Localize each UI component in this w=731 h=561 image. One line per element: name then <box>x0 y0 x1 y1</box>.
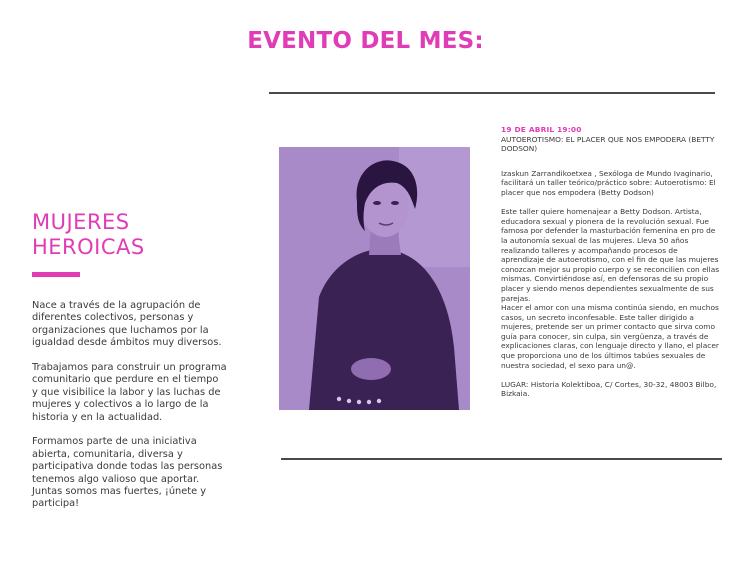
intro-text <box>32 300 227 523</box>
event-paragraph: Izaskun Zarrandikoetxea , Sexóloga de Mundo Ivaginario, facilitará un taller teórico/práctico sobre: Autoerotismo: El placer que nos empodera (Betty Dodson) <box>501 168 716 197</box>
bottom-divider <box>281 458 722 460</box>
intro-paragraph: Formamos parte de una iniciativa abierta, comunitaria, diversa y participativa donde todas las personas tenemos algo valioso que aportar. Juntas somos mas fuertes, ¡únete y participa! <box>32 436 223 510</box>
event-date: 19 DE ABRIL 19:00 <box>501 125 582 134</box>
section-title-line2: HEROICAS <box>32 235 145 259</box>
mujeres-heroicas-block <box>32 210 222 277</box>
event-of-month-heading: EVENTO DEL MES: <box>247 28 484 55</box>
title-underline-bar <box>32 272 80 277</box>
section-title <box>32 210 222 260</box>
event-paragraph: Este taller quiere homenajear a Betty Dodson. Artista, educadora sexual y pionera de la revolución sexual. Fue famosa por defender la masturbación femenina en pro de la autonomía sexual de las mujeres. Lleva 50 años realizando talleres y acompañando procesos de aprendizaje de autoerotismo, con el fin de que las mujeres conozcan mejor su propio cuerpo y se reconcilien con ellas mismas. Convirtiéndose así, en defensoras de su propio placer y siendo menos dependientes sexualmente de sus parejas. <box>501 207 720 303</box>
event-details <box>501 125 723 409</box>
intro-paragraph: Trabajamos para construir un programa comunitario que perdure en el tiempo y que visibilice la labor y las luchas de mujeres y colectivos a lo largo de la historia y en la actualidad. <box>32 362 227 423</box>
event-location: LUGAR: Historia Kolektiboa, C/ Cortes, 30-32, 48003 Bilbo, Bizkaia. <box>501 379 717 399</box>
event-title: AUTOEROTISMO: EL PLACER QUE NOS EMPODERA (BETTY DODSON) <box>501 134 715 154</box>
portrait-photo-icon <box>279 147 470 410</box>
section-title-line1: MUJERES <box>32 210 130 234</box>
top-divider <box>269 92 715 94</box>
event-paragraph: Hacer el amor con una misma continúa siendo, en muchos casos, un secreto inconfesable. Este taller dirigido a mujeres, pretende ser un primer contacto que sirva como guía para conocer, sin culpa, sin vergüenza, a través de explicaciones claras, con lenguaje directo y llano, el placer que proporciona uno de los últimos tabúes sexuales de nuestra sociedad, el sexo para un@. <box>501 303 719 370</box>
intro-paragraph: Nace a través de la agrupación de diferentes colectivos, personas y organizaciones que luchamos por la igualdad desde ámbitos muy diversos. <box>32 300 222 349</box>
